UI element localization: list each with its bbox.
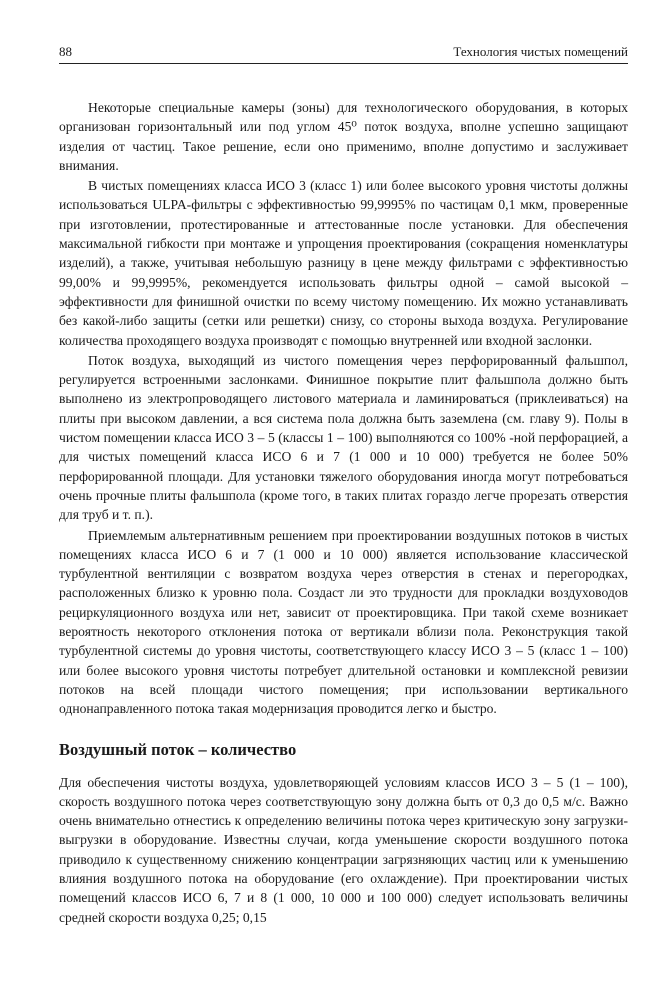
paragraph-turbulent-ventilation: Приемлемым альтернативным решением при проектировании воздушных потоков в чистых помещениях класса ИСО 6 и 7 (1 000 и 10 000) является использование классической турбулентной вентиляции с возвратом воздуха через отверстия в стенах и перегородках, расположенных близко к уровню пола. Создаст ли это трудности для прокладки воздуховодов рециркуляционного воздуха или нет, зависит от проектировщика. При такой схеме возникает вероятность некоторого отклонения потока от вертикали вблизи пола. Реконструкция такой турбулентной системы до уровня чистоты, соответствующего классу ИСО 3 – 5 (класс 1 – 100) или более высокого уровня чистоты потребует длительной остановки и комплексной ревизии потоков на всей площади чистого помещения; при использовании вертикального однонаправленного потока такая модернизация проводится легко и быстро. <box>59 527 628 717</box>
page-number: 88 <box>59 44 72 59</box>
running-header <box>59 44 628 64</box>
section-heading: Воздушный поток – количество <box>59 739 297 759</box>
running-title: Технология чистых помещений <box>453 44 628 59</box>
paragraph-special-chambers: Некоторые специальные камеры (зоны) для технологического оборудования, в которых организован горизонтальный или под углом 45⁰ поток воздуха, вполне успешно защищают изделия от частиц. Такое решение, если оно применимо, вполне допустимо и заслуживает внимания. <box>59 100 628 173</box>
paragraph-ulpa-filters: В чистых помещениях класса ИСО 3 (класс 1) или более высокого уровня чистоты должны использоваться ULPA-фильтры с эффективностью 99,9995% по частицам 0,1 мкм, проверенные при изготовлении, протестированные и аттестованные после установки. Для обеспечения максимальной гибкости при монтаже и упрощения проектирования (сокращения номенклатуры изделий), а также, учитывая небольшую разницу в цене между фильтрами с эффективностью 99,00% и 99,9995%, рекомендуется использовать фильтры одной – самой высокой – эффективности для финишной очистки по всему чистому помещению. Их можно устанавливать без какой-либо защиты (сетки или решетки) снизу, со стороны выхода воздуха. Регулирование количества проходящего воздуха производят с помощью внутренней или входной заслонки. <box>59 178 628 348</box>
book-page <box>59 44 628 927</box>
paragraph-airflow-quantity: Для обеспечения чистоты воздуха, удовлетворяющей условиям классов ИСО 3 – 5 (1 – 100), скорость воздушного потока через соответствующую зону должна быть от 0,3 до 0,5 м/с. Важно очень внимательно отнестись к определению величины потока через критическую зону загрузки-выгрузки в оборудование. Известны случаи, когда уменьшение скорости воздушного потока приводило к существенному снижению концентрации загрязняющих частиц или к уменьшению влияния воздушного потока на оборудование (его охлаждение). При проектировании чистых помещений классов ИСО 6, 7 и 8 (1 000, 10 000 и 100 000) следует использовать величины средней скорости воздуха 0,25; 0,15 <box>59 774 628 925</box>
page-body <box>59 98 628 927</box>
paragraph-raised-floor: Поток воздуха, выходящий из чистого помещения через перфорированный фальшпол, регулируется встроенными заслонками. Финишное покрытие плит фальшпола должно быть выполнено из электропроводящего листового материала и ламинироваться (приклеиваться) на плиты при высоком давлении, а вся система пола должна быть заземлена (см. главу 9). Полы в чистом помещении класса ИСО 3 – 5 (классы 1 – 100) выполняются со 100% -ной перфорацией, а для чистых помещений класса ИСО 6 и 7 (1 000 и 10 000) требуется не более 50% перфорированной площади. Для установки тяжелого оборудования иногда могут потребоваться очень прочные плиты фальшпола (кроме того, в таких плитах гораздо легче прорезать отверстия для труб и т. п.). <box>59 352 628 523</box>
